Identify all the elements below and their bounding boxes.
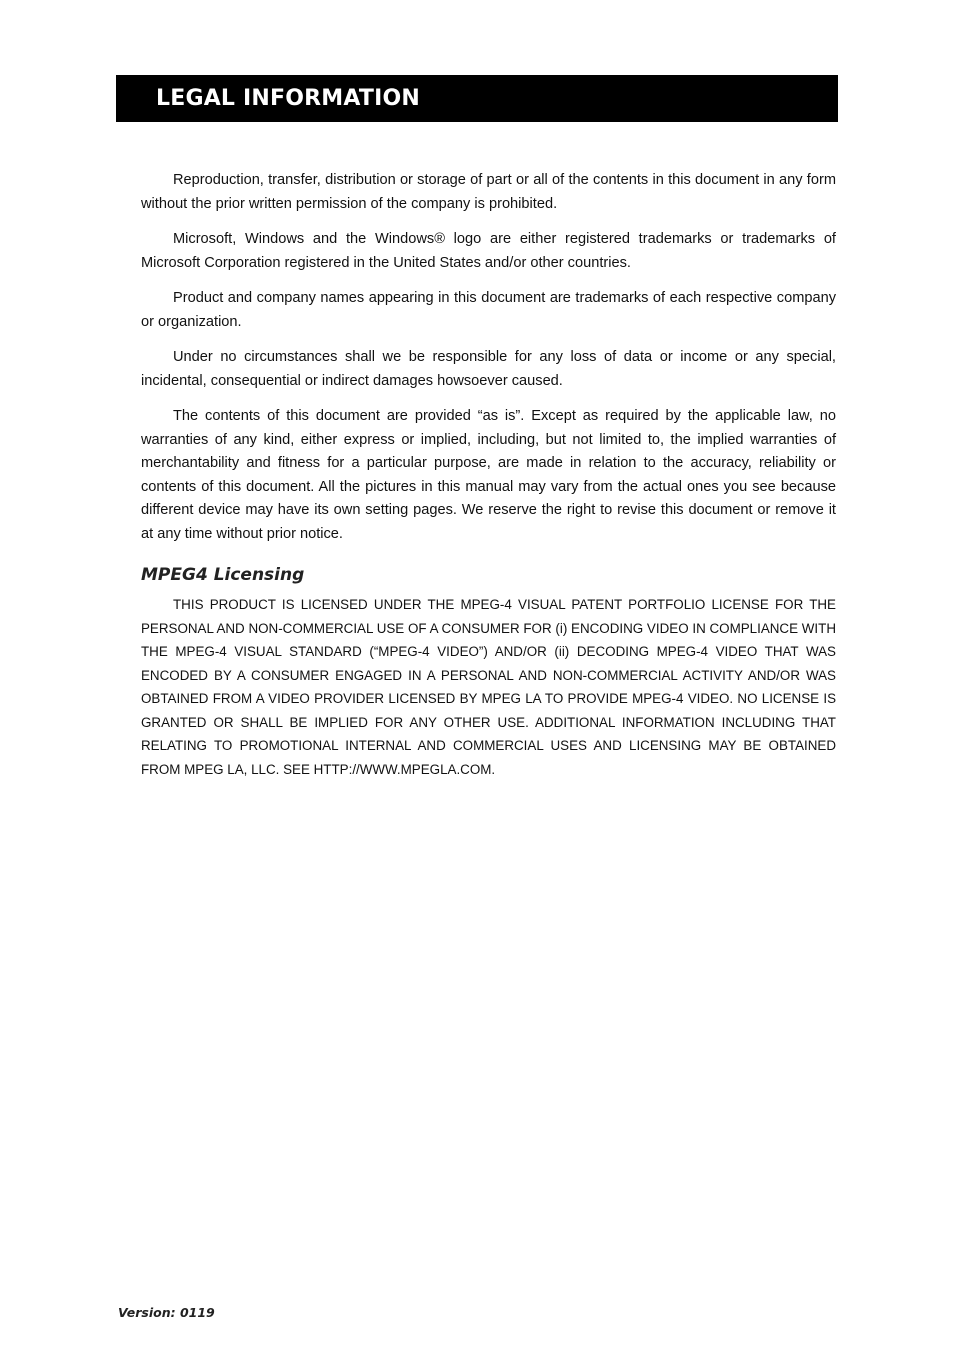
section-title-bar	[116, 75, 838, 122]
paragraph-reproduction: Reproduction, transfer, distribution or storage of part or all of the contents in this document in any form without the prior written permission of the company is prohibited.	[141, 172, 836, 212]
version-footer: Version: 0119	[118, 1305, 215, 1320]
page-title: LEGAL INFORMATION	[156, 86, 420, 111]
paragraph-liability: Under no circumstances shall we be responsible for any loss of data or income or any special, incidental, consequential or indirect damages howsoever caused.	[141, 349, 836, 389]
document-body	[141, 169, 836, 781]
paragraph-trademarks-companies: Product and company names appearing in this document are trademarks of each respective company or organization.	[141, 290, 836, 330]
paragraph-warranty: The contents of this document are provided “as is”. Except as required by the applicable law, no warranties of any kind, either express or implied, including, but not limited to, the implied warranties of merchantability and fitness for a particular purpose, are made in relation to the accuracy, reliability or contents of this document. All the pictures in this manual may vary from the actual ones you see because different device may have its own setting pages. We reserve the right to revise this document or remove it at any time without prior notice.	[141, 408, 836, 542]
mpeg4-license-text: THIS PRODUCT IS LICENSED UNDER THE MPEG-4 VISUAL PATENT PORTFOLIO LICENSE FOR THE PERSONAL AND NON-COMMERCIAL USE OF A CONSUMER FOR (i) ENCODING VIDEO IN COMPLIANCE WITH THE MPEG-4 VISUAL STANDARD (“MPEG-4 VIDEO”) AND/OR (ii) DECODING MPEG-4 VIDEO THAT WAS ENCODED BY A CONSUMER ENGAGED IN A PERSONAL AND NON-COMMERCIAL ACTIVITY AND/OR WAS OBTAINED FROM A VIDEO PROVIDER LICENSED BY MPEG LA TO PROVIDE MPEG-4 VIDEO. NO LICENSE IS GRANTED OR SHALL BE IMPLIED FOR ANY OTHER USE. ADDITIONAL INFORMATION INCLUDING THAT RELATING TO PROMOTIONAL INTERNAL AND COMMERCIAL USES AND LICENSING MAY BE OBTAINED FROM MPEG LA, LLC. SEE HTTP://WWW.MPEGLA.COM.	[141, 597, 836, 777]
mpeg4-heading: MPEG4 Licensing	[141, 565, 305, 585]
paragraph-trademarks-microsoft: Microsoft, Windows and the Windows® logo are either registered trademarks or trademarks of Microsoft Corporation registered in the United States and/or other countries.	[141, 231, 836, 271]
